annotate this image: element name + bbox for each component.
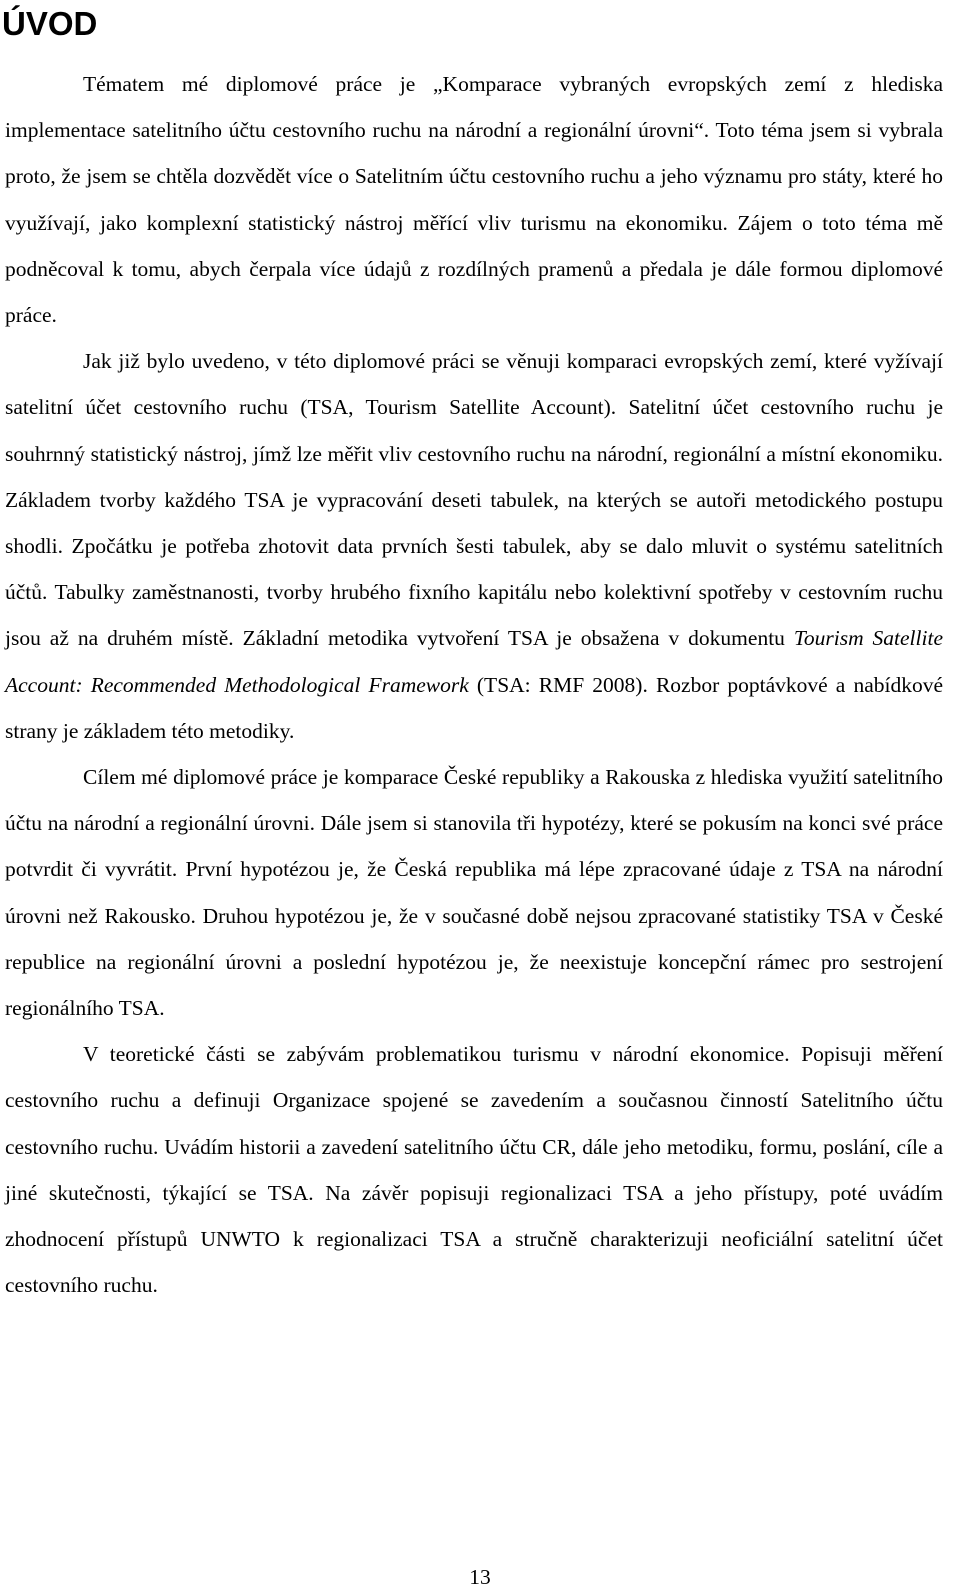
document-title-italic: Tourism Satellite Account: Recommended Methodological Framework xyxy=(5,626,943,697)
page-number: 13 xyxy=(469,1565,491,1589)
paragraph-tsa-description xyxy=(5,338,943,754)
document-page xyxy=(2,0,944,1308)
paragraph-theoretical-part: V teoretické části se zabývám problematikou turismu v národní ekonomice. Popisuji měření cestovního ruchu a definuji Organizace spojené se zavedením a současnou činností Satelitního účtu cestovního ruchu. Uvádím historii a zavedení satelitního účtu CR, dále jeho metodiku, formu, poslání, cíle a jiné skutečnosti, týkající se TSA. Na závěr popisuji regionalizaci TSA a jeho přístupy, poté uvádím zhodnocení přístupů UNWTO k regionalizaci TSA a stručně charakterizuji neoficiální satelitní účet cestovního ruchu. xyxy=(5,1042,943,1298)
paragraph-tsa-text-end: (TSA: RMF 2008). Rozbor poptávkové a nabídkové strany je základem této metodiky. xyxy=(5,672,944,743)
chapter-heading: ÚVOD xyxy=(2,5,98,42)
paragraph-intro: Tématem mé diplomové práce je „Komparace vybraných evropských zemí z hlediska implementace satelitního účtu cestovního ruchu na národní a regionální úrovni“. Toto téma jsem si vybrala proto, že jsem se chtěla dozvědět více o Satelitním účtu cestovního ruchu a jeho významu pro státy, které ho využívají, jako komplexní statistický nástroj měřící vliv turismu na ekonomiku. Zájem o toto téma mě podněcoval k tomu, abych čerpala více údajů z rozdílných pramenů a předala je dále formou diplomové práce. xyxy=(5,72,943,328)
paragraph-tsa-text-start: Jak již bylo uvedeno, v této diplomové práci se věnuji komparaci evropských zemí, které vyžívají satelitní účet cestovního ruchu (TSA, Tourism Satellite Account). Satelitní účet cestovního ruchu je souhrnný statistický nástroj, jímž lze měřit vliv cestovního ruchu na národní, regionální a místní ekonomiku. Základem tvorby každého TSA je vypracování deseti tabulek, na kterých se autoři metodického postupu shodli. Zpočátku je potřeba zhotovit data prvních šesti tabulek, aby se dalo mluvit o systému satelitních účtů. Tabulky zaměstnanosti, tvorby hrubého fixního kapitálu nebo kolektivní spotřeby v cestovním ruchu jsou až na druhém místě. Základní metodika vytvoření TSA je obsažena v dokumentu xyxy=(5,349,943,651)
paragraph-goals-hypotheses: Cílem mé diplomové práce je komparace České republiky a Rakouska z hlediska využití satelitního účtu na národní a regionální úrovni. Dále jsem si stanovila tři hypotézy, které se pokusím na konci své práce potvrdit či vyvrátit. První hypotézou je, že Česká republika má lépe zpracované údaje z TSA na národní úrovni než Rakousko. Druhou hypotézou je, že v současné době nejsou zpracované statistiky TSA v České republice na regionální úrovni a poslední hypotézou je, že neexistuje koncepční rámec pro sestrojení regionálního TSA. xyxy=(5,765,943,1021)
